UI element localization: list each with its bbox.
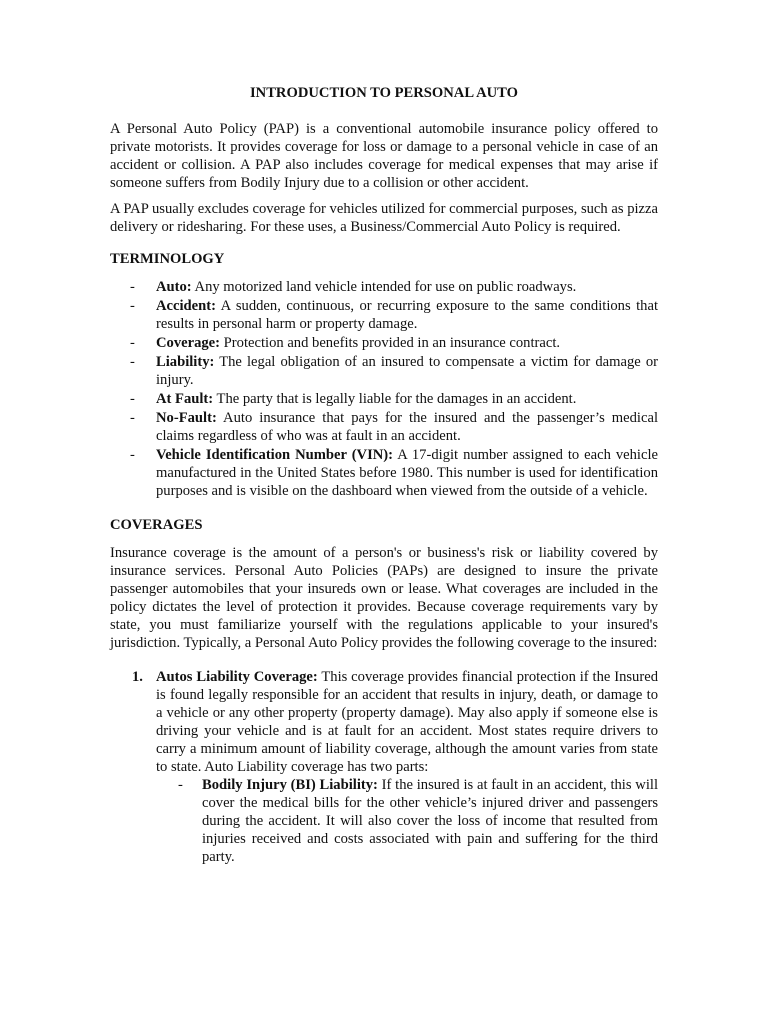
coverage-sub-list xyxy=(156,776,658,866)
term-item-liability xyxy=(110,353,658,389)
dash-bullet: - xyxy=(130,279,135,295)
coverage-list xyxy=(110,668,658,866)
term-item-vin xyxy=(110,446,658,500)
dash-bullet: - xyxy=(130,447,135,463)
term-label: At Fault: xyxy=(156,391,214,407)
term-definition: The party that is legally liable for the damages in an accident. xyxy=(213,391,577,407)
term-item-at-fault xyxy=(110,390,658,408)
dash-bullet: - xyxy=(130,298,135,314)
dash-bullet: - xyxy=(178,777,183,793)
coverage-item-autos-liability xyxy=(110,668,658,866)
term-definition: The legal obligation of an insured to compensate a victim for damage or injury. xyxy=(156,354,658,388)
dash-bullet: - xyxy=(130,354,135,370)
coverage-text: This coverage provides financial protection if the Insured is found legally responsible for an accident that results in injury, death, or damage to a vehicle or any other property (property damage). May also apply if someone else is driving your vehicle and is at fault for an accident. Most states require drivers to carry a minimum amount of liability coverage, although the amount varies from state to state. Auto Liability coverage has two parts: xyxy=(156,669,658,775)
term-label: Coverage: xyxy=(156,335,221,351)
term-label: Vehicle Identification Number (VIN): xyxy=(156,447,394,463)
dash-bullet: - xyxy=(130,391,135,407)
terminology-list xyxy=(110,278,658,500)
term-item-accident xyxy=(110,297,658,333)
sub-item-bodily-injury xyxy=(156,776,658,866)
term-item-coverage xyxy=(110,334,658,352)
term-label: Accident: xyxy=(156,298,216,314)
term-definition: A 17-digit number assigned to each vehicle manufactured in the United States before 1980. This number is used for identification purposes and is visible on the dashboard when viewed from the outside of a vehicle. xyxy=(156,447,658,499)
term-label: No-Fault: xyxy=(156,410,217,426)
coverages-heading: COVERAGES xyxy=(110,517,203,533)
dash-bullet: - xyxy=(130,335,135,351)
intro-paragraph-2: A PAP usually excludes coverage for vehicles utilized for commercial purposes, such as pizza delivery or ridesharing. For these uses, a Business/Commercial Auto Policy is required. xyxy=(110,201,658,235)
sub-item-text: If the insured is at fault in an accident, this will cover the medical bills for the other vehicle’s injured driver and passengers during the accident. It will also cover the loss of income that resulted from injuries received and costs associated with pain and suffering for the third party. xyxy=(202,777,658,865)
dash-bullet: - xyxy=(130,410,135,426)
term-definition: Protection and benefits provided in an insurance contract. xyxy=(220,335,561,351)
term-definition: Any motorized land vehicle intended for use on public roadways. xyxy=(191,279,577,295)
term-label: Liability: xyxy=(156,354,215,370)
term-item-auto xyxy=(110,278,658,296)
coverage-title: Autos Liability Coverage: xyxy=(156,669,318,685)
term-definition: Auto insurance that pays for the insured and the passenger’s medical claims regardless of who was at fault in an accident. xyxy=(156,410,658,444)
document-page xyxy=(110,84,658,866)
coverage-number: 1. xyxy=(132,669,143,685)
term-label: Auto: xyxy=(156,279,192,295)
term-definition: A sudden, continuous, or recurring exposure to the same conditions that results in personal harm or property damage. xyxy=(156,298,658,332)
term-item-no-fault xyxy=(110,409,658,445)
document-title: INTRODUCTION TO PERSONAL AUTO xyxy=(249,85,519,101)
sub-item-title: Bodily Injury (BI) Liability: xyxy=(202,777,378,793)
terminology-heading: TERMINOLOGY xyxy=(110,251,225,267)
coverages-paragraph: Insurance coverage is the amount of a person's or business's risk or liability covered by insurance services. Personal Auto Policies (PAPs) are designed to insure the private passenger automobiles that your insureds own or lease. What coverages are included in the policy dictates the level of protection it provides. Because coverage requirements vary by state, you must familiarize yourself with the regulations applicable to your insured's jurisdiction. Typically, a Personal Auto Policy provides the following coverage to the insured: xyxy=(110,545,658,651)
intro-paragraph-1: A Personal Auto Policy (PAP) is a conventional automobile insurance policy offered to private motorists. It provides coverage for loss or damage to a personal vehicle in case of an accident or collision. A PAP also includes coverage for medical expenses that may arise if someone suffers from Bodily Injury due to a collision or other accident. xyxy=(110,121,658,191)
